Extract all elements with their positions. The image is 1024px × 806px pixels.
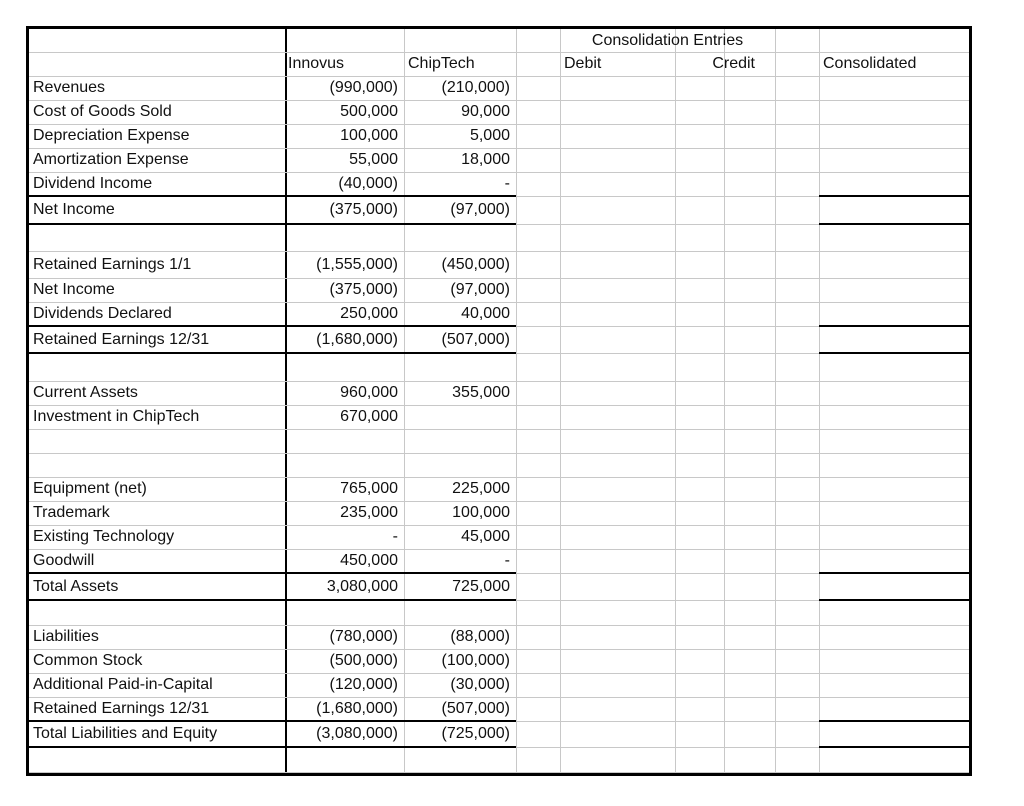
chiptech-value: - <box>504 552 510 569</box>
innovus-value <box>285 600 404 625</box>
table-row <box>29 148 969 172</box>
row-label: Net Income <box>33 201 115 218</box>
row-label <box>29 747 289 772</box>
innovus-value: (3,080,000) <box>316 725 398 742</box>
chiptech-value: 225,000 <box>452 480 510 497</box>
table-row <box>29 172 969 196</box>
row-label: Liabilities <box>33 628 99 645</box>
table-row <box>29 278 969 302</box>
row-label: Dividends Declared <box>33 305 172 322</box>
row-label: Total Assets <box>33 577 119 595</box>
innovus-value: 3,080,000 <box>326 577 398 595</box>
chiptech-value <box>404 600 516 625</box>
header-row-1 <box>29 29 969 52</box>
table-row <box>29 124 969 148</box>
table-row <box>29 525 969 549</box>
total-rule <box>29 325 516 327</box>
innovus-value: (500,000) <box>329 652 398 669</box>
innovus-value: 55,000 <box>349 151 398 168</box>
table-row <box>29 747 969 772</box>
chiptech-value <box>404 453 516 477</box>
row-label: Retained Earnings 1/1 <box>33 255 192 273</box>
row-label: Common Stock <box>33 652 143 669</box>
innovus-value: (1,680,000) <box>316 700 398 717</box>
row-label: Total Liabilities and Equity <box>33 725 218 742</box>
table-row <box>29 381 969 405</box>
chiptech-value: (97,000) <box>450 201 510 218</box>
innovus-value: (375,000) <box>329 281 398 298</box>
chiptech-value: 355,000 <box>452 384 510 401</box>
gridline-horizontal <box>29 772 969 773</box>
row-label: Equipment (net) <box>33 480 147 497</box>
innovus-value: 100,000 <box>340 127 398 144</box>
chiptech-value: (100,000) <box>441 652 510 669</box>
total-rule <box>819 195 969 197</box>
table-row <box>29 549 969 573</box>
gridline-horizontal <box>29 52 969 53</box>
chiptech-column-header: ChipTech <box>408 55 475 72</box>
chiptech-value: 5,000 <box>469 127 510 144</box>
total-rule <box>29 195 516 197</box>
chiptech-value: (507,000) <box>441 330 510 348</box>
table-row <box>29 76 969 100</box>
chiptech-value: (88,000) <box>450 628 510 645</box>
table-row <box>29 573 969 600</box>
row-label: Net Income <box>33 281 115 298</box>
worksheet-table <box>26 26 972 776</box>
row-label <box>29 453 289 477</box>
chiptech-value: 40,000 <box>461 305 510 322</box>
total-rule <box>29 720 516 722</box>
table-row <box>29 501 969 525</box>
chiptech-value: 90,000 <box>461 103 510 120</box>
innovus-column-header: Innovus <box>288 55 345 72</box>
innovus-value: 250,000 <box>340 305 398 322</box>
table-row <box>29 353 969 381</box>
innovus-value: (1,680,000) <box>316 330 398 348</box>
innovus-value: (1,555,000) <box>316 255 398 273</box>
innovus-value: (375,000) <box>329 201 398 218</box>
chiptech-value <box>404 429 516 453</box>
table-row <box>29 477 969 501</box>
innovus-value: (120,000) <box>329 676 398 693</box>
row-label <box>29 353 289 381</box>
table-row <box>29 453 969 477</box>
innovus-value <box>285 429 404 453</box>
row-label: Amortization Expense <box>33 151 189 168</box>
row-label: Investment in ChipTech <box>33 408 200 425</box>
table-row <box>29 196 969 224</box>
innovus-value: 765,000 <box>340 480 398 497</box>
debit-column-header: Debit <box>564 55 602 72</box>
table-row <box>29 625 969 649</box>
total-rule <box>819 325 969 327</box>
innovus-value <box>285 747 404 772</box>
chiptech-value: (725,000) <box>441 725 510 742</box>
chiptech-value: (450,000) <box>441 255 510 273</box>
chiptech-value: (97,000) <box>450 281 510 298</box>
innovus-value: - <box>392 528 398 545</box>
chiptech-value: (210,000) <box>441 79 510 96</box>
innovus-value: (40,000) <box>338 175 398 192</box>
table-row <box>29 721 969 747</box>
chiptech-value: 725,000 <box>452 577 510 595</box>
total-rule <box>29 572 516 574</box>
row-label <box>29 600 289 625</box>
chiptech-value: 100,000 <box>452 504 510 521</box>
table-row <box>29 405 969 429</box>
row-label: Depreciation Expense <box>33 127 190 144</box>
innovus-value: 235,000 <box>340 504 398 521</box>
row-label <box>29 429 289 453</box>
row-label: Current Assets <box>33 384 138 401</box>
innovus-value: (780,000) <box>329 628 398 645</box>
chiptech-value: (507,000) <box>441 700 510 717</box>
row-label: Goodwill <box>33 552 95 569</box>
chiptech-value: 18,000 <box>461 151 510 168</box>
table-row <box>29 673 969 697</box>
chiptech-value: (30,000) <box>450 676 510 693</box>
table-row <box>29 302 969 326</box>
innovus-value: 500,000 <box>340 103 398 120</box>
table-row <box>29 326 969 353</box>
innovus-value <box>285 224 404 251</box>
row-label: Trademark <box>33 504 110 521</box>
table-row <box>29 649 969 673</box>
chiptech-value: 45,000 <box>461 528 510 545</box>
total-rule <box>819 720 969 722</box>
row-label: Cost of Goods Sold <box>33 103 172 120</box>
row-label: Additional Paid-in-Capital <box>33 676 213 693</box>
innovus-value: 450,000 <box>340 552 398 569</box>
chiptech-value <box>404 405 516 429</box>
row-label: Existing Technology <box>33 528 175 545</box>
table-row <box>29 600 969 625</box>
table-row <box>29 100 969 124</box>
chiptech-value <box>404 747 516 772</box>
table-row <box>29 429 969 453</box>
innovus-value: 960,000 <box>340 384 398 401</box>
credit-column-header: Credit <box>712 55 755 72</box>
total-rule <box>819 572 969 574</box>
innovus-value: 670,000 <box>340 408 398 425</box>
table-row <box>29 224 969 251</box>
chiptech-value <box>404 224 516 251</box>
consolidated-column-header: Consolidated <box>823 55 917 72</box>
consolidation-entries-header: Consolidation Entries <box>591 31 744 49</box>
table-row <box>29 251 969 278</box>
innovus-value: (990,000) <box>329 79 398 96</box>
chiptech-value <box>404 353 516 381</box>
row-label: Dividend Income <box>33 175 153 192</box>
header-row-2 <box>29 52 969 76</box>
row-label: Revenues <box>33 79 106 96</box>
row-label: Retained Earnings 12/31 <box>33 700 210 717</box>
table-row <box>29 697 969 721</box>
chiptech-value: - <box>504 175 510 192</box>
innovus-value <box>285 353 404 381</box>
row-label: Retained Earnings 12/31 <box>33 330 210 348</box>
innovus-value <box>285 453 404 477</box>
row-label <box>29 224 289 251</box>
